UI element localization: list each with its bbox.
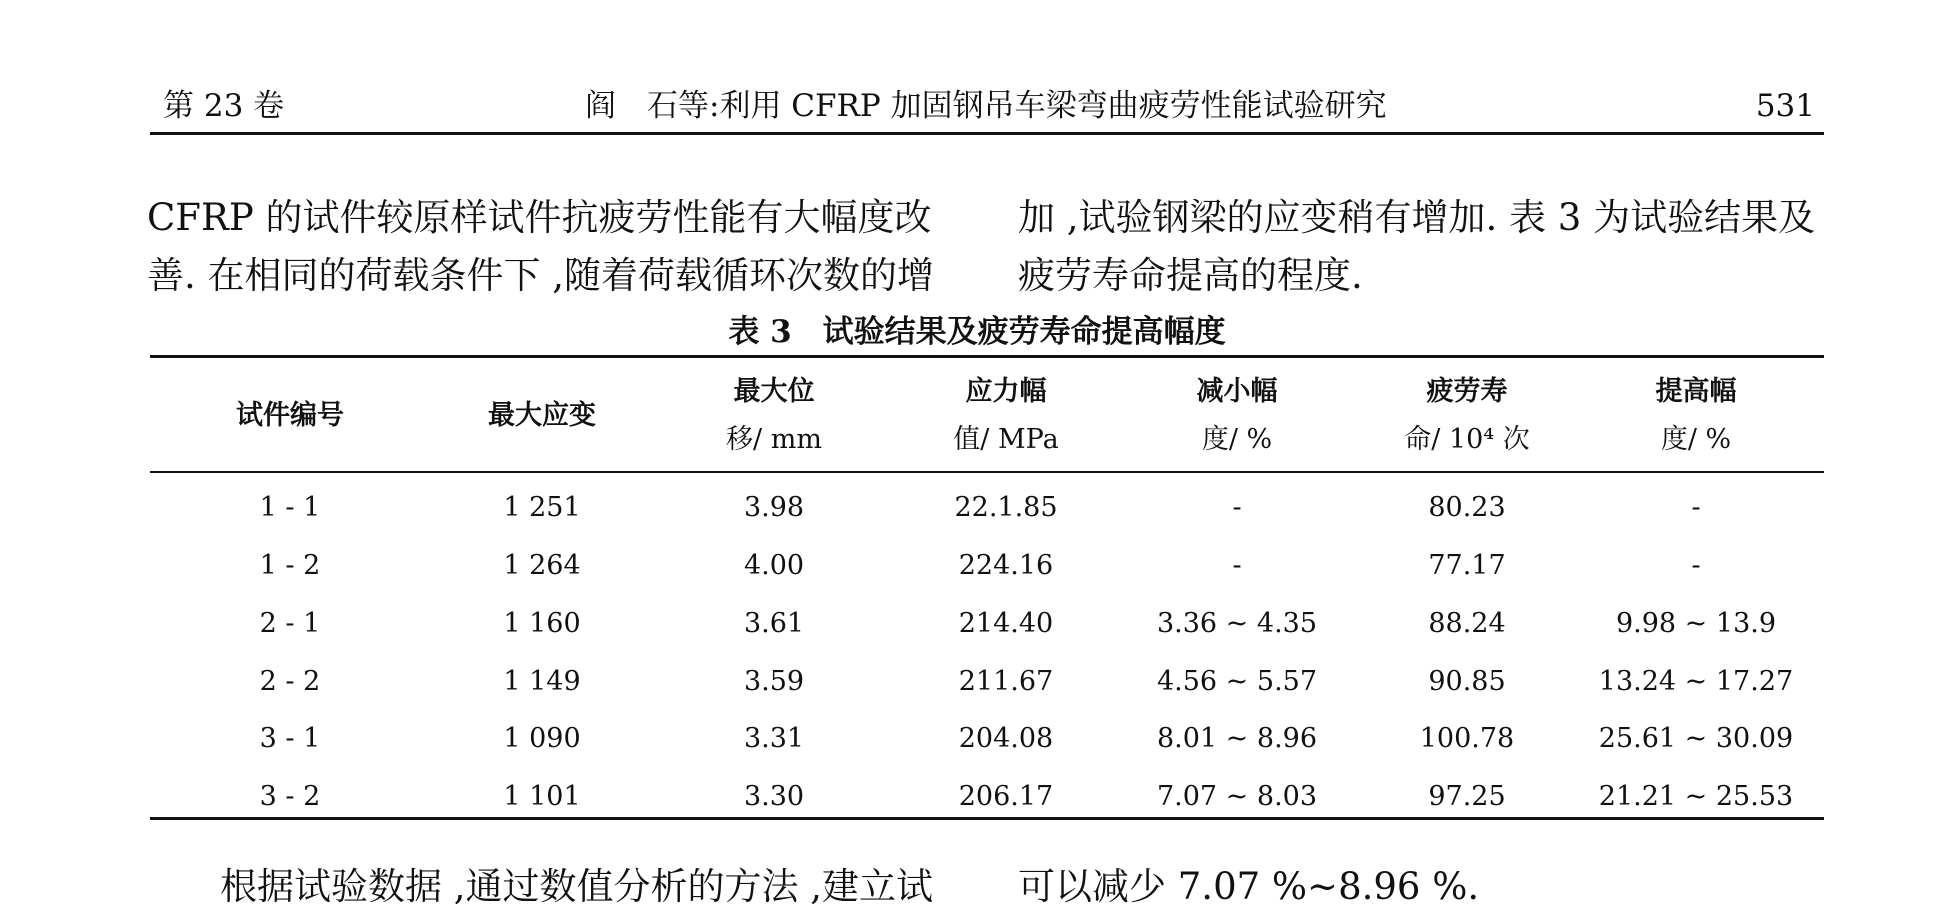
table-cell: 3.36 ~ 4.35 — [1156, 608, 1318, 639]
column-header-line: 度/ % — [1660, 424, 1732, 455]
table-cell: 3 - 1 — [259, 723, 321, 754]
table-caption: 表 3 试验结果及疲劳寿命提高幅度 — [728, 314, 1226, 350]
paragraph-right-top — [1018, 189, 1815, 305]
table-cell: 1 101 — [503, 781, 581, 812]
table-cell: 7.07 ~ 8.03 — [1156, 781, 1318, 812]
table-cell: 97.25 — [1428, 781, 1506, 812]
column-header-line: 应力幅 — [965, 376, 1047, 407]
column-header-line: 提高幅 — [1655, 376, 1737, 407]
table-cell: 2 - 1 — [259, 608, 321, 639]
table-cell: 3.31 — [743, 723, 805, 754]
table-cell: 3.61 — [743, 608, 805, 639]
column-header — [1581, 368, 1811, 464]
running-title: 阎 石等:利用 CFRP 加固钢吊车梁弯曲疲劳性能试验研究 — [585, 88, 1387, 124]
running-header — [155, 86, 1815, 126]
column-header — [891, 368, 1121, 464]
table-bottom-rule — [150, 817, 1824, 820]
column-header — [659, 368, 889, 464]
table-cell: - — [1691, 492, 1701, 523]
table-cell: 211.67 — [958, 666, 1054, 697]
text-line: CFRP 的试件较原样试件抗疲劳性能有大幅度改 — [147, 196, 932, 239]
table-cell: 4.56 ~ 5.57 — [1156, 666, 1318, 697]
column-header-line: 度/ % — [1201, 424, 1273, 455]
column-header — [1352, 368, 1582, 464]
table-cell: 21.21 ~ 25.53 — [1598, 781, 1794, 812]
column-header — [175, 392, 405, 440]
column-header-line: 最大应变 — [488, 400, 596, 431]
text-line: 疲劳寿命提高的程度. — [1018, 254, 1363, 297]
text-line: 善. 在相同的荷载条件下 ,随着荷载循环次数的增 — [147, 254, 935, 297]
table-cell: - — [1691, 550, 1701, 581]
table-cell: 3 - 2 — [259, 781, 321, 812]
table-cell: 1 251 — [503, 492, 581, 523]
table-cell: 1 090 — [503, 723, 581, 754]
table-cell: 77.17 — [1428, 550, 1506, 581]
table-cell: 3.98 — [743, 492, 805, 523]
table-cell: 2 - 2 — [259, 666, 321, 697]
table-cell: 3.59 — [743, 666, 805, 697]
table-top-rule — [150, 355, 1824, 358]
table-cell: 88.24 — [1428, 608, 1506, 639]
table-cell: 1 - 1 — [259, 492, 321, 523]
table-cell: - — [1232, 550, 1242, 581]
table-cell: 1 149 — [503, 666, 581, 697]
table-cell: 90.85 — [1428, 666, 1506, 697]
column-header-line: 试件编号 — [236, 400, 344, 431]
column-header-line: 疲劳寿 — [1426, 376, 1508, 407]
table-cell: 25.61 ~ 30.09 — [1598, 723, 1794, 754]
column-header-line: 命/ 10⁴ 次 — [1404, 424, 1530, 455]
table-cell: 1 - 2 — [259, 550, 321, 581]
table-cell: - — [1232, 492, 1242, 523]
column-header-line: 最大位 — [733, 376, 815, 407]
column-header — [427, 392, 657, 440]
table-cell: 13.24 ~ 17.27 — [1598, 666, 1794, 697]
column-header-line: 移/ mm — [726, 424, 822, 455]
text-line: 加 ,试验钢梁的应变稍有增加. 表 3 为试验结果及 — [1018, 196, 1816, 239]
paragraph-left-top — [147, 189, 934, 305]
table-cell: 8.01 ~ 8.96 — [1156, 723, 1318, 754]
table-cell: 9.98 ~ 13.9 — [1615, 608, 1777, 639]
column-header-line: 减小幅 — [1196, 376, 1278, 407]
table-cell: 1 160 — [503, 608, 581, 639]
table-cell: 204.08 — [958, 723, 1054, 754]
column-header — [1122, 368, 1352, 464]
table-cell: 224.16 — [958, 550, 1054, 581]
table-cell: 214.40 — [958, 608, 1054, 639]
column-header-line: 值/ MPa — [953, 424, 1059, 455]
table-cell: 80.23 — [1428, 492, 1506, 523]
table-cell: 4.00 — [743, 550, 805, 581]
paragraph-right-bottom: 可以减少 7.07 %~8.96 %. — [1018, 865, 1480, 908]
header-rule — [150, 132, 1824, 135]
table-cell: 100.78 — [1419, 723, 1515, 754]
table-cell: 22.1.85 — [954, 492, 1058, 523]
volume-label: 第 23 卷 — [163, 88, 285, 124]
table-cell: 1 264 — [503, 550, 581, 581]
paragraph-left-bottom: 根据试验数据 ,通过数值分析的方法 ,建立试 — [220, 865, 934, 908]
page-number: 531 — [1755, 88, 1815, 124]
table-header-rule — [150, 471, 1824, 473]
table-cell: 206.17 — [958, 781, 1054, 812]
table-cell: 3.30 — [743, 781, 805, 812]
